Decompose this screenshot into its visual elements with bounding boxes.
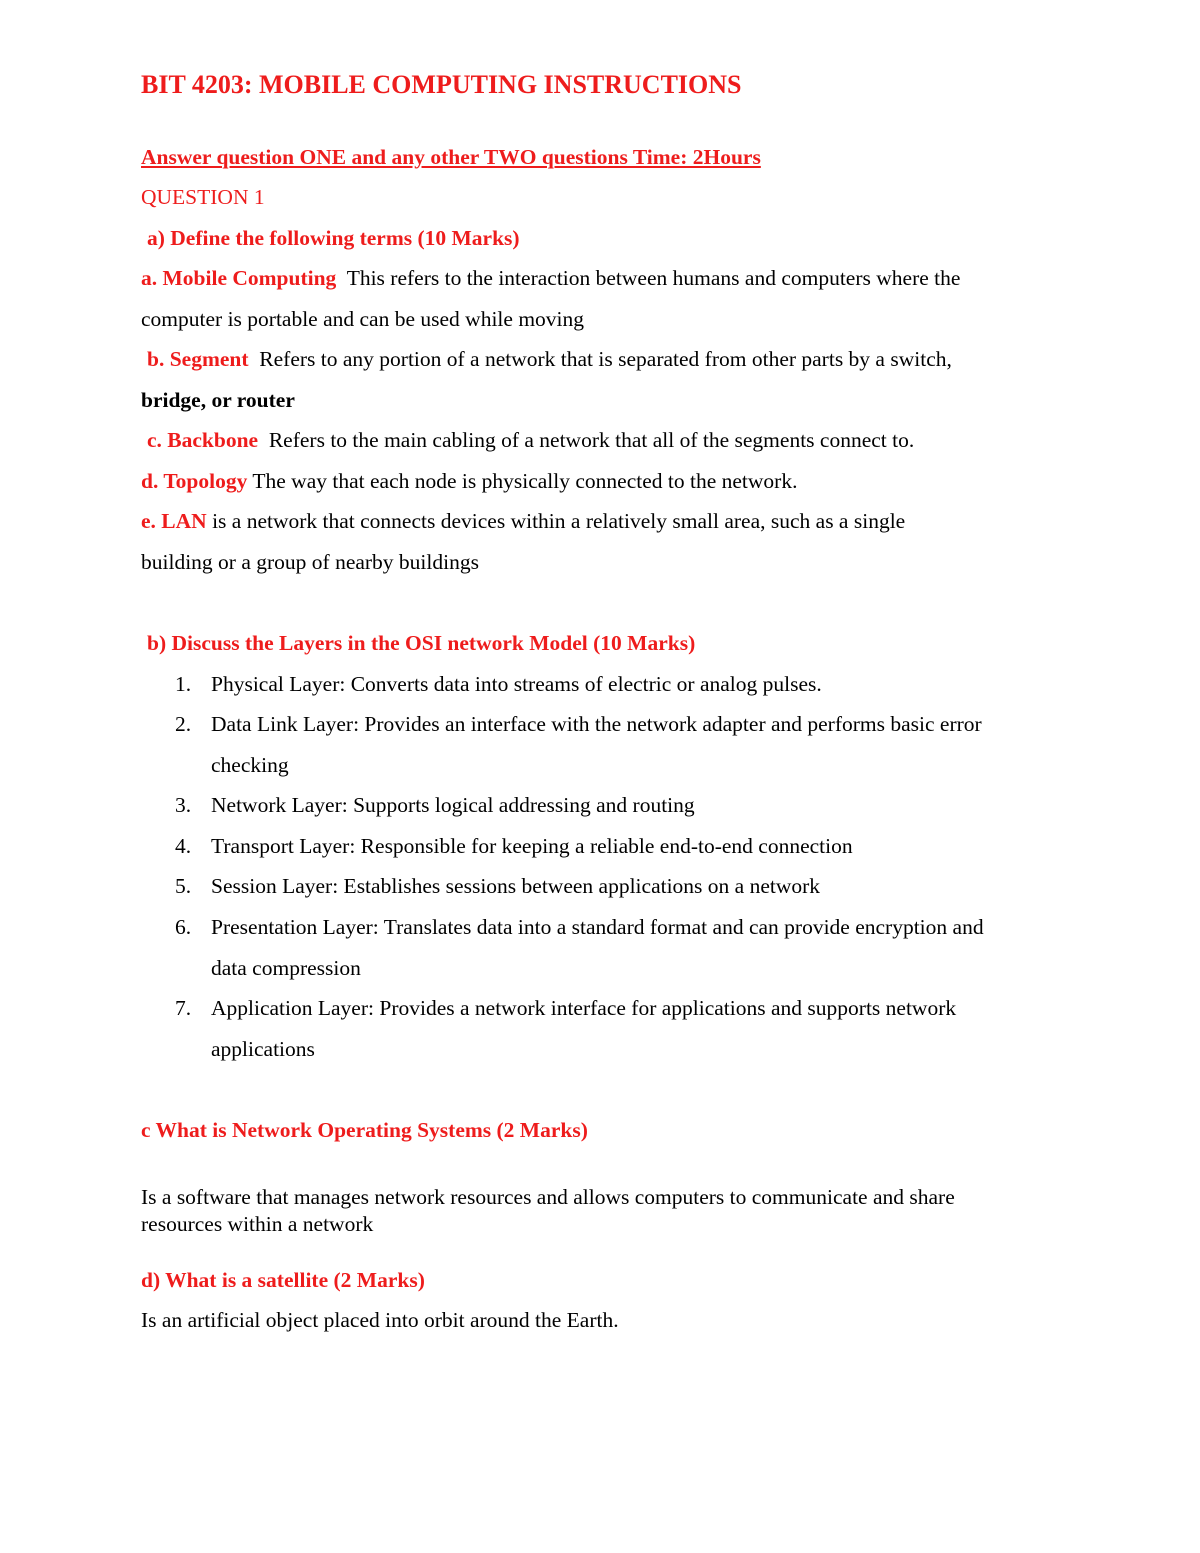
term-definition: Refers to any portion of a network that is separated from other parts by a switch,: [259, 347, 952, 371]
term-definition: The way that each node is physically connected to the network.: [252, 469, 798, 493]
layer-data-link: Data Link Layer: Provides an interface with the network adapter and performs basic error: [211, 712, 982, 736]
term-label: c. Backbone: [147, 428, 259, 452]
list-number: 6.: [175, 915, 192, 939]
part-b-heading: b) Discuss the Layers in the OSI network Model (10 Marks): [147, 631, 696, 655]
layer-presentation-continued: data compression: [211, 956, 361, 980]
term-label: b. Segment: [147, 347, 249, 371]
list-number: 4.: [175, 834, 192, 858]
term-definition: Refers to the main cabling of a network that all of the segments connect to.: [268, 428, 915, 452]
instructions: Answer question ONE and any other TWO questions Time: 2Hours: [141, 145, 761, 169]
term-definition-continued: computer is portable and can be used while moving: [141, 307, 585, 331]
term-topology: [141, 467, 797, 495]
part-c-answer-continued: resources within a network: [141, 1212, 374, 1236]
layer-session: Session Layer: Establishes sessions between applications on a network: [211, 874, 821, 898]
list-number: 5.: [175, 874, 192, 898]
list-number: 1.: [175, 672, 192, 696]
layer-presentation: Presentation Layer: Translates data into a standard format and can provide encryption and: [211, 915, 984, 939]
layer-network: Network Layer: Supports logical addressing and routing: [211, 793, 695, 817]
term-definition-continued: bridge, or router: [141, 388, 295, 412]
term-lan: [141, 507, 905, 535]
term-definition: is a network that connects devices within a relatively small area, such as a single: [212, 509, 906, 533]
layer-data-link-continued: checking: [211, 753, 289, 777]
part-c-heading: c What is Network Operating Systems (2 Marks): [141, 1118, 588, 1142]
part-a-heading: a) Define the following terms (10 Marks): [147, 226, 520, 250]
layer-application-continued: applications: [211, 1037, 315, 1061]
part-d-heading: d) What is a satellite (2 Marks): [141, 1268, 425, 1292]
term-label: e. LAN: [141, 509, 207, 533]
layer-application: Application Layer: Provides a network interface for applications and supports network: [211, 996, 957, 1020]
term-label: a. Mobile Computing: [141, 266, 337, 290]
term-backbone: [147, 426, 914, 454]
list-number: 3.: [175, 793, 192, 817]
list-number: 2.: [175, 712, 192, 736]
term-definition: This refers to the interaction between humans and computers where the: [346, 266, 961, 290]
term-segment: [147, 345, 952, 373]
term-definition-continued: building or a group of nearby buildings: [141, 550, 479, 574]
document-title: BIT 4203: MOBILE COMPUTING INSTRUCTIONS: [141, 70, 742, 99]
term-mobile-computing: [141, 264, 960, 292]
part-c-answer: Is a software that manages network resources and allows computers to communicate and share: [141, 1185, 955, 1209]
layer-transport: Transport Layer: Responsible for keeping a reliable end-to-end connection: [211, 834, 853, 858]
list-number: 7.: [175, 996, 192, 1020]
term-label: d. Topology: [141, 469, 248, 493]
part-d-answer: Is an artificial object placed into orbit around the Earth.: [141, 1308, 619, 1332]
layer-physical: Physical Layer: Converts data into streams of electric or analog pulses.: [211, 672, 822, 696]
question-heading: QUESTION 1: [141, 185, 265, 209]
